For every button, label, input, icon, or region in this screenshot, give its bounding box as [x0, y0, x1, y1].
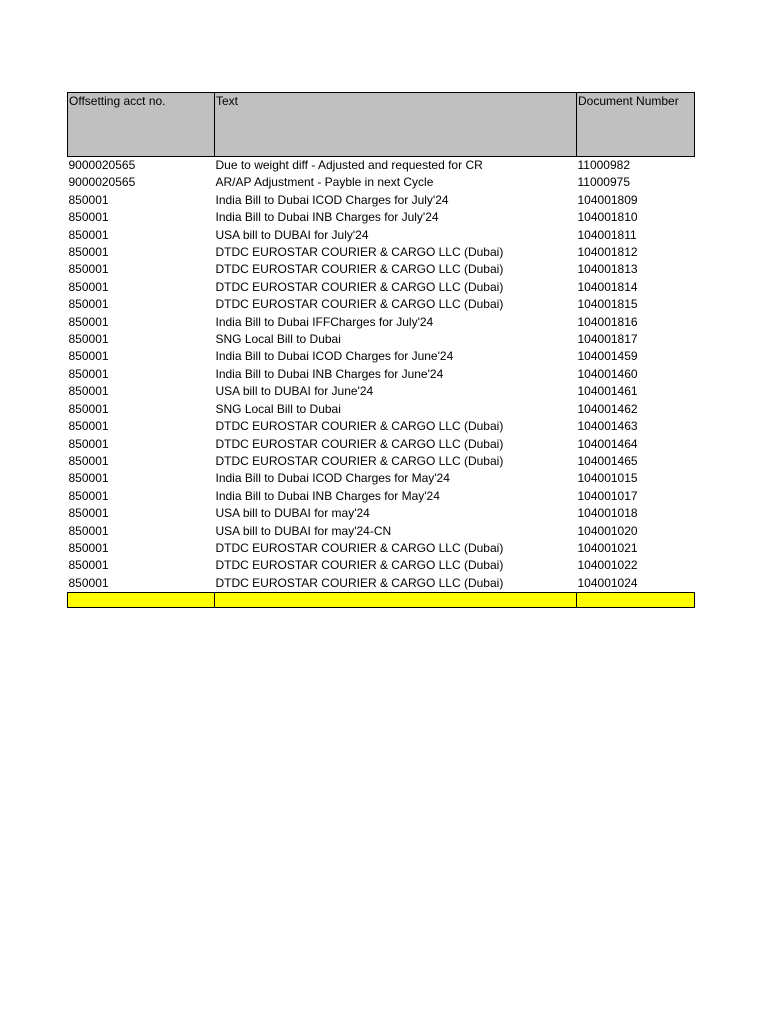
- table-row: [68, 296, 695, 313]
- cell-document-number[interactable]: 104001817: [577, 332, 638, 347]
- cell-offsetting-acct[interactable]: 9000020565: [68, 175, 136, 190]
- header-text[interactable]: Text: [215, 93, 577, 157]
- cell-document-number[interactable]: 104001461: [577, 384, 638, 399]
- cell-text[interactable]: DTDC EUROSTAR COURIER & CARGO LLC (Dubai): [215, 262, 504, 277]
- table-row: [68, 174, 695, 191]
- cell-document-number[interactable]: 104001020: [577, 523, 638, 538]
- table-row: [68, 557, 695, 574]
- cell-text[interactable]: DTDC EUROSTAR COURIER & CARGO LLC (Dubai): [215, 245, 504, 260]
- cell-text[interactable]: USA bill to DUBAI for may'24: [215, 506, 370, 521]
- cell-offsetting-acct[interactable]: 850001: [68, 523, 109, 538]
- cell-text[interactable]: DTDC EUROSTAR COURIER & CARGO LLC (Dubai): [215, 279, 504, 294]
- table-row: [68, 331, 695, 348]
- cell-offsetting-acct[interactable]: 850001: [68, 575, 109, 590]
- table-row: [68, 401, 695, 418]
- cell-document-number[interactable]: 104001462: [577, 401, 638, 416]
- cell-document-number[interactable]: 104001812: [577, 245, 638, 260]
- cell-document-number[interactable]: 104001464: [577, 436, 638, 451]
- total-cell-doc[interactable]: [577, 593, 695, 608]
- cell-offsetting-acct[interactable]: 850001: [68, 366, 109, 381]
- cell-document-number[interactable]: 104001459: [577, 349, 638, 364]
- table-row: [68, 348, 695, 365]
- total-cell-text[interactable]: [215, 593, 577, 608]
- table-row: [68, 575, 695, 593]
- table-body: [68, 157, 695, 593]
- cell-text[interactable]: India Bill to Dubai ICOD Charges for May'24: [215, 471, 450, 486]
- cell-document-number[interactable]: 104001814: [577, 279, 638, 294]
- spreadsheet-sheet: [67, 92, 694, 608]
- cell-offsetting-acct[interactable]: 850001: [68, 297, 109, 312]
- cell-offsetting-acct[interactable]: 850001: [68, 314, 109, 329]
- cell-document-number[interactable]: 104001810: [577, 210, 638, 225]
- cell-document-number[interactable]: 104001460: [577, 366, 638, 381]
- cell-text[interactable]: DTDC EUROSTAR COURIER & CARGO LLC (Dubai): [215, 436, 504, 451]
- cell-text[interactable]: DTDC EUROSTAR COURIER & CARGO LLC (Dubai): [215, 453, 504, 468]
- table-row: [68, 470, 695, 487]
- table-header: [68, 93, 695, 157]
- table-row: [68, 314, 695, 331]
- table-row: [68, 192, 695, 209]
- table-row: [68, 366, 695, 383]
- cell-text[interactable]: Due to weight diff - Adjusted and requested for CR: [215, 158, 483, 172]
- cell-text[interactable]: DTDC EUROSTAR COURIER & CARGO LLC (Dubai): [215, 575, 504, 590]
- cell-text[interactable]: SNG Local Bill to Dubai: [215, 401, 341, 416]
- cell-offsetting-acct[interactable]: 850001: [68, 401, 109, 416]
- cell-text[interactable]: USA bill to DUBAI for June'24: [215, 384, 374, 399]
- cell-offsetting-acct[interactable]: 850001: [68, 227, 109, 242]
- cell-offsetting-acct[interactable]: 850001: [68, 192, 109, 207]
- cell-text[interactable]: India Bill to Dubai ICOD Charges for June'24: [215, 349, 454, 364]
- cell-document-number[interactable]: 11000975: [577, 175, 630, 190]
- table-row: [68, 227, 695, 244]
- table-footer: [68, 593, 695, 608]
- cell-document-number[interactable]: 104001811: [577, 227, 637, 242]
- table-row: [68, 157, 695, 175]
- cell-offsetting-acct[interactable]: 850001: [68, 540, 109, 555]
- cell-offsetting-acct[interactable]: 850001: [68, 279, 109, 294]
- table-row: [68, 418, 695, 435]
- cell-text[interactable]: DTDC EUROSTAR COURIER & CARGO LLC (Dubai): [215, 558, 504, 573]
- table-row: [68, 244, 695, 261]
- cell-offsetting-acct[interactable]: 850001: [68, 419, 109, 434]
- cell-offsetting-acct[interactable]: 850001: [68, 471, 109, 486]
- cell-offsetting-acct[interactable]: 850001: [68, 506, 109, 521]
- cell-document-number[interactable]: 104001816: [577, 314, 638, 329]
- cell-document-number[interactable]: 104001463: [577, 419, 638, 434]
- header-offsetting-acct[interactable]: Offsetting acct no.: [68, 93, 215, 157]
- cell-text[interactable]: DTDC EUROSTAR COURIER & CARGO LLC (Dubai): [215, 540, 504, 555]
- cell-offsetting-acct[interactable]: 9000020565: [68, 158, 136, 172]
- table-row: [68, 436, 695, 453]
- table-row: [68, 488, 695, 505]
- header-document-number[interactable]: Document Number: [577, 93, 695, 157]
- cell-document-number[interactable]: 104001017: [577, 488, 638, 503]
- cell-offsetting-acct[interactable]: 850001: [68, 436, 109, 451]
- highlighted-total-row: [68, 593, 695, 608]
- table-row: [68, 383, 695, 400]
- cell-document-number[interactable]: 104001815: [577, 297, 638, 312]
- cell-text[interactable]: DTDC EUROSTAR COURIER & CARGO LLC (Dubai): [215, 419, 504, 434]
- cell-document-number[interactable]: 104001809: [577, 192, 638, 207]
- cell-text[interactable]: India Bill to Dubai ICOD Charges for July'24: [215, 192, 449, 207]
- cell-document-number[interactable]: 104001465: [577, 453, 638, 468]
- total-cell-acct[interactable]: [68, 593, 215, 608]
- cell-offsetting-acct[interactable]: 850001: [68, 453, 109, 468]
- cell-offsetting-acct[interactable]: 850001: [68, 245, 109, 260]
- cell-document-number[interactable]: 104001018: [577, 506, 638, 521]
- cell-offsetting-acct[interactable]: 850001: [68, 384, 109, 399]
- cell-offsetting-acct[interactable]: 850001: [68, 210, 109, 225]
- cell-document-number[interactable]: 104001015: [577, 471, 638, 486]
- cell-document-number[interactable]: 104001021: [577, 540, 638, 555]
- cell-text[interactable]: India Bill to Dubai INB Charges for June'24: [215, 366, 444, 381]
- cell-text[interactable]: India Bill to Dubai INB Charges for May'24: [215, 488, 440, 503]
- cell-text[interactable]: DTDC EUROSTAR COURIER & CARGO LLC (Dubai): [215, 297, 504, 312]
- table-row: [68, 279, 695, 296]
- table-row: [68, 453, 695, 470]
- cell-offsetting-acct[interactable]: 850001: [68, 488, 109, 503]
- cell-text[interactable]: SNG Local Bill to Dubai: [215, 332, 341, 347]
- cell-text[interactable]: India Bill to Dubai INB Charges for July'24: [215, 210, 439, 225]
- cell-text[interactable]: India Bill to Dubai IFFCharges for July'24: [215, 314, 434, 329]
- table-row: [68, 523, 695, 540]
- cell-document-number[interactable]: 11000982: [577, 158, 630, 172]
- cell-document-number[interactable]: 104001024: [577, 575, 638, 590]
- table-row: [68, 261, 695, 278]
- cell-document-number[interactable]: 104001813: [577, 262, 638, 277]
- cell-text[interactable]: USA bill to DUBAI for July'24: [215, 227, 369, 242]
- ledger-table: [67, 92, 695, 608]
- cell-text[interactable]: USA bill to DUBAI for may'24-CN: [215, 523, 392, 538]
- cell-offsetting-acct[interactable]: 850001: [68, 332, 109, 347]
- cell-text[interactable]: AR/AP Adjustment - Payble in next Cycle: [215, 175, 434, 190]
- table-row: [68, 505, 695, 522]
- cell-offsetting-acct[interactable]: 850001: [68, 558, 109, 573]
- table-row: [68, 209, 695, 226]
- header-row: [68, 93, 695, 157]
- cell-offsetting-acct[interactable]: 850001: [68, 262, 109, 277]
- table-row: [68, 540, 695, 557]
- cell-document-number[interactable]: 104001022: [577, 558, 638, 573]
- cell-offsetting-acct[interactable]: 850001: [68, 349, 109, 364]
